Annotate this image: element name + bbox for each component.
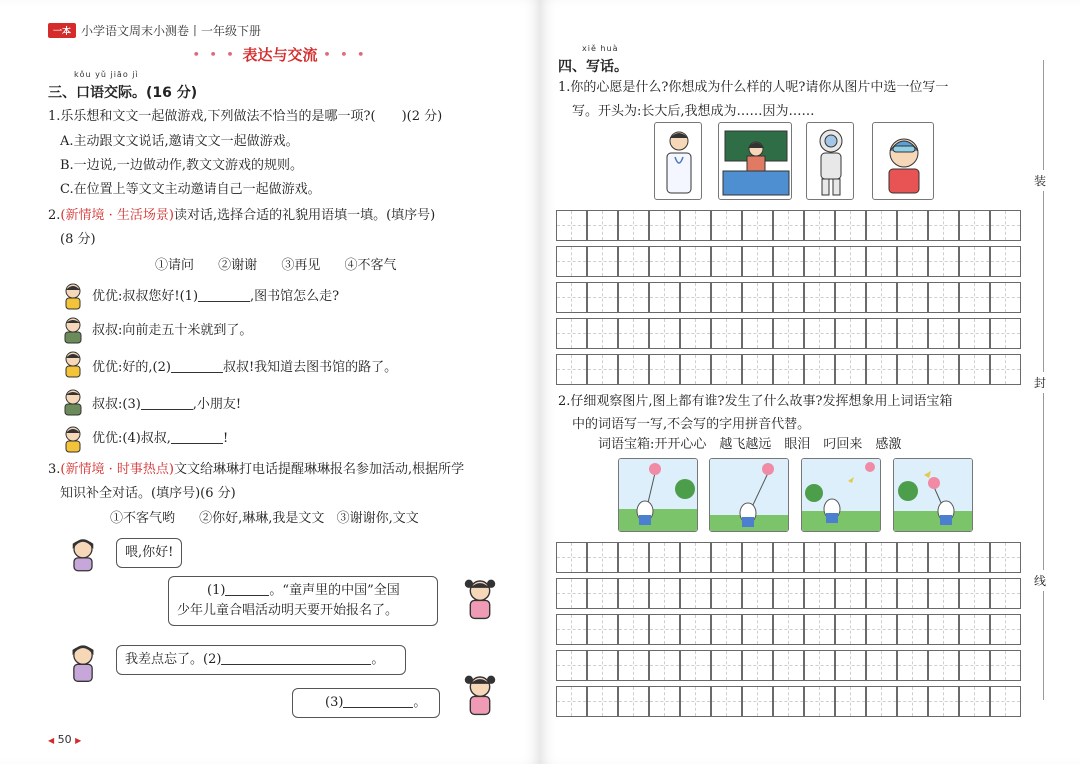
- writing-cell[interactable]: [587, 354, 618, 385]
- writing-cell[interactable]: [866, 686, 897, 717]
- writing-cell[interactable]: [773, 650, 804, 681]
- q3-stem-text: 文文给琳琳打电话提醒琳琳报名参加活动,根据所学: [173, 462, 465, 477]
- series-header: [48, 22, 261, 39]
- writing-cell[interactable]: [866, 210, 897, 241]
- writing-cell[interactable]: [990, 318, 1021, 349]
- writing-cell[interactable]: [618, 578, 649, 609]
- girl-avatar: [60, 350, 86, 378]
- w1-line1: 1.你的心愿是什么?你想成为什么样的人呢?请你从图片中选一位写一: [558, 80, 949, 95]
- writing-cell[interactable]: [742, 318, 773, 349]
- writing-cell[interactable]: [990, 210, 1021, 241]
- writing-cell[interactable]: [804, 614, 835, 645]
- writing-cell[interactable]: [804, 210, 835, 241]
- writing-cell[interactable]: [897, 354, 928, 385]
- writing-cell[interactable]: [742, 246, 773, 277]
- writing-cell[interactable]: [928, 686, 959, 717]
- q1-stem: 1.乐乐想和文文一起做游戏,下列做法不恰当的是哪一项?( )(2 分): [48, 109, 443, 124]
- writing-cell[interactable]: [990, 282, 1021, 313]
- prev-triangle-icon: ◀: [48, 736, 55, 745]
- binding-char-zhuang: 装: [1034, 170, 1046, 191]
- writing-cell[interactable]: [649, 282, 680, 313]
- writing-cell[interactable]: [804, 578, 835, 609]
- dialog-1-post: ,图书馆怎么走?: [250, 289, 340, 304]
- girl-avatar: [60, 425, 86, 453]
- bubble3-post: 。: [371, 652, 385, 667]
- writing-cell[interactable]: [587, 578, 618, 609]
- writing-cell[interactable]: [680, 542, 711, 573]
- answer-blank[interactable]: [141, 397, 193, 410]
- writing-cell[interactable]: [618, 318, 649, 349]
- writing-cell[interactable]: [587, 650, 618, 681]
- linlin-avatar: [462, 576, 498, 622]
- writing-cell[interactable]: [990, 650, 1021, 681]
- title-dots-right: • • •: [323, 48, 368, 61]
- writing-cell[interactable]: [959, 246, 990, 277]
- writing-cell[interactable]: [835, 210, 866, 241]
- writing-cell[interactable]: [990, 614, 1021, 645]
- wenwen-avatar: [66, 640, 100, 686]
- writing-cell[interactable]: [711, 246, 742, 277]
- writing-cell[interactable]: [959, 650, 990, 681]
- writing-cell[interactable]: [618, 686, 649, 717]
- q3-choice-2: ②你好,琳琳,我是文文: [199, 511, 325, 526]
- writing-cell[interactable]: [835, 246, 866, 277]
- writing-cell[interactable]: [742, 614, 773, 645]
- writing-cell[interactable]: [773, 578, 804, 609]
- writing-cell[interactable]: [742, 210, 773, 241]
- writing-cell[interactable]: [649, 578, 680, 609]
- dialog-line-5: [92, 430, 228, 448]
- writing-cell[interactable]: [680, 578, 711, 609]
- writing-cell[interactable]: [804, 354, 835, 385]
- answer-blank[interactable]: [198, 289, 250, 302]
- writing-cell[interactable]: [742, 354, 773, 385]
- writing-cell[interactable]: [649, 542, 680, 573]
- dialog-3-post: 叔叔!我知道去图书馆的路了。: [222, 360, 398, 375]
- bubble4-post: 。: [413, 695, 427, 710]
- story-picture-2: [709, 458, 789, 532]
- writing-cell[interactable]: [866, 354, 897, 385]
- writing-cell[interactable]: [711, 318, 742, 349]
- writing-cell[interactable]: [711, 354, 742, 385]
- writing-cell[interactable]: [680, 246, 711, 277]
- girl-avatar: [60, 282, 86, 310]
- q3-tag: (新情境 · 时事热点): [60, 462, 174, 477]
- writing-cell[interactable]: [711, 282, 742, 313]
- q3-stem-2: 知识补全对话。(填序号)(6 分): [60, 486, 236, 501]
- writing-cell[interactable]: [618, 282, 649, 313]
- writing-cell[interactable]: [959, 210, 990, 241]
- dialog-4-post: ,小朋友!: [192, 397, 242, 412]
- writing-cell[interactable]: [897, 542, 928, 573]
- part3-title: 三、口语交际。(16 分): [48, 85, 198, 101]
- writing-cell[interactable]: [618, 650, 649, 681]
- writing-cell[interactable]: [804, 318, 835, 349]
- bubble4-pre: (3): [325, 695, 344, 710]
- writing-cell[interactable]: [680, 210, 711, 241]
- writing-cell[interactable]: [959, 282, 990, 313]
- writing-cell[interactable]: [804, 686, 835, 717]
- q3-stem: [48, 461, 464, 479]
- writing-cell[interactable]: [928, 578, 959, 609]
- writing-cell[interactable]: [773, 542, 804, 573]
- writing-grid-1[interactable]: [556, 210, 1021, 384]
- page-number: [48, 733, 81, 746]
- writing-cell[interactable]: [556, 210, 587, 241]
- q2-stem: [48, 207, 435, 225]
- writing-cell[interactable]: [587, 210, 618, 241]
- writing-cell[interactable]: [835, 282, 866, 313]
- w1-line2: 写。开头为:长大后,我想成为……因为……: [572, 104, 815, 119]
- writing-cell[interactable]: [618, 542, 649, 573]
- writing-cell[interactable]: [618, 354, 649, 385]
- writing-cell[interactable]: [835, 614, 866, 645]
- answer-blank[interactable]: [171, 431, 223, 444]
- writing-cell[interactable]: [587, 686, 618, 717]
- dialog-5-post: !: [222, 431, 229, 446]
- writing-cell[interactable]: [680, 282, 711, 313]
- dialog-line-4: [92, 396, 241, 414]
- speech-bubble-2: [168, 576, 438, 626]
- word-box: 词语宝箱:开开心心 越飞越远 眼泪 叼回来 感激: [598, 437, 902, 452]
- q2-choice-3: ③再见: [281, 258, 321, 273]
- writing-cell[interactable]: [835, 354, 866, 385]
- writing-cell[interactable]: [556, 650, 587, 681]
- q2-stem-text: 读对话,选择合适的礼貌用语填一填。(填序号): [173, 208, 436, 223]
- part3-pinyin: kǒu yǔ jiāo jì: [74, 70, 139, 79]
- writing-cell[interactable]: [990, 686, 1021, 717]
- writing-cell[interactable]: [680, 318, 711, 349]
- writing-cell[interactable]: [804, 542, 835, 573]
- dialog-2-text: 叔叔:向前走五十米就到了。: [92, 323, 253, 338]
- binding-char-feng: 封: [1034, 372, 1046, 393]
- writing-cell[interactable]: [928, 614, 959, 645]
- speech-bubble-1: 喂,你好!: [116, 538, 182, 568]
- writing-cell[interactable]: [959, 542, 990, 573]
- section-title: [0, 44, 560, 65]
- writing-cell[interactable]: [711, 578, 742, 609]
- writing-cell[interactable]: [649, 246, 680, 277]
- writing-cell[interactable]: [680, 614, 711, 645]
- writing-cell[interactable]: [835, 542, 866, 573]
- writing-cell[interactable]: [556, 542, 587, 573]
- writing-cell[interactable]: [928, 650, 959, 681]
- writing-cell[interactable]: [742, 686, 773, 717]
- speech-bubble-3: [116, 645, 406, 675]
- writing-cell[interactable]: [649, 614, 680, 645]
- writing-cell[interactable]: [959, 318, 990, 349]
- writing-cell[interactable]: [711, 614, 742, 645]
- q1-option-a: A.主动跟文文说话,邀请文文一起做游戏。: [60, 134, 299, 149]
- bubble3-pre: 我差点忘了。(2): [125, 652, 222, 667]
- next-triangle-icon: ▶: [75, 736, 82, 745]
- q3-choice-1: ①不客气哟: [110, 511, 176, 526]
- writing-cell[interactable]: [804, 650, 835, 681]
- astronaut-picture: [806, 122, 854, 200]
- writing-cell[interactable]: [711, 686, 742, 717]
- dialog-line-1: [92, 288, 339, 306]
- writing-cell[interactable]: [866, 246, 897, 277]
- series-title: 小学语文周末小测卷丨一年级下册: [81, 24, 262, 38]
- q3-choice-3: ③谢谢你,文文: [336, 511, 419, 526]
- writing-cell[interactable]: [711, 650, 742, 681]
- man-avatar: [60, 388, 86, 416]
- answer-blank[interactable]: [343, 695, 413, 708]
- writing-cell[interactable]: [897, 578, 928, 609]
- dialog-line-3: [92, 359, 397, 377]
- q2-number: 2.: [48, 208, 61, 223]
- writing-cell[interactable]: [556, 686, 587, 717]
- section-title-text: 表达与交流: [242, 46, 318, 64]
- dialog-line-2: [92, 322, 252, 340]
- q2-score: (8 分): [60, 232, 96, 247]
- writing-grid-2[interactable]: [556, 542, 1021, 716]
- story-picture-3: [801, 458, 881, 532]
- writing-cell[interactable]: [928, 282, 959, 313]
- writing-cell[interactable]: [587, 282, 618, 313]
- writing-cell[interactable]: [587, 542, 618, 573]
- writing-cell[interactable]: [928, 318, 959, 349]
- q1-option-c: C.在位置上等文文主动邀请自己一起做游戏。: [60, 182, 321, 197]
- dialog-5-pre: 优优:(4)叔叔,: [92, 431, 171, 446]
- writing-cell[interactable]: [866, 578, 897, 609]
- writing-cell[interactable]: [959, 686, 990, 717]
- story-picture-4: [893, 458, 973, 532]
- writing-cell[interactable]: [556, 246, 587, 277]
- writing-cell[interactable]: [959, 354, 990, 385]
- writing-cell[interactable]: [897, 210, 928, 241]
- writing-cell[interactable]: [990, 354, 1021, 385]
- writing-cell[interactable]: [680, 650, 711, 681]
- part4-title: 四、写话。: [558, 59, 628, 75]
- writing-cell[interactable]: [711, 210, 742, 241]
- speech-bubble-4: [292, 688, 440, 718]
- dialog-1-pre: 优优:叔叔您好!(1): [92, 289, 199, 304]
- writing-cell[interactable]: [928, 210, 959, 241]
- writing-cell[interactable]: [928, 542, 959, 573]
- writing-cell[interactable]: [773, 210, 804, 241]
- writing-cell[interactable]: [618, 246, 649, 277]
- q3-choices: [110, 510, 419, 528]
- answer-blank[interactable]: [171, 360, 223, 373]
- writing-cell[interactable]: [587, 318, 618, 349]
- q2-tag: (新情境 · 生活场景): [60, 208, 174, 223]
- w2-line2: 中的词语写一写,不会写的字用拼音代替。: [572, 417, 811, 432]
- linlin-avatar: [462, 672, 498, 718]
- writing-cell[interactable]: [618, 210, 649, 241]
- writing-cell[interactable]: [990, 246, 1021, 277]
- writing-cell[interactable]: [742, 578, 773, 609]
- bubble2-pre: (1): [207, 583, 226, 598]
- q1-option-b: B.一边说,一边做动作,教文文游戏的规则。: [60, 158, 303, 173]
- writing-cell[interactable]: [618, 614, 649, 645]
- writing-cell[interactable]: [587, 246, 618, 277]
- page-number-text: 50: [57, 733, 72, 746]
- writing-cell[interactable]: [773, 282, 804, 313]
- writing-cell[interactable]: [773, 318, 804, 349]
- w2-line1: 2.仔细观察图片,图上都有谁?发生了什么故事?发挥想象用上词语宝箱: [558, 394, 953, 409]
- writing-cell[interactable]: [897, 282, 928, 313]
- q2-choice-4: ④不客气: [344, 258, 397, 273]
- writing-cell[interactable]: [742, 650, 773, 681]
- writing-cell[interactable]: [866, 542, 897, 573]
- q2-choice-2: ②谢谢: [218, 258, 258, 273]
- writing-cell[interactable]: [990, 578, 1021, 609]
- story-picture-1: [618, 458, 698, 532]
- writing-cell[interactable]: [649, 354, 680, 385]
- writing-cell[interactable]: [711, 542, 742, 573]
- doctor-picture: [654, 122, 702, 200]
- brand-logo: 一本: [48, 23, 76, 38]
- man-avatar: [60, 316, 86, 344]
- title-dots-left: • • •: [192, 48, 237, 61]
- dialog-4-pre: 叔叔:(3): [92, 397, 141, 412]
- writing-cell[interactable]: [556, 318, 587, 349]
- writing-cell[interactable]: [649, 650, 680, 681]
- q2-choice-1: ①请问: [155, 258, 195, 273]
- writing-cell[interactable]: [928, 354, 959, 385]
- writing-cell[interactable]: [959, 578, 990, 609]
- writing-cell[interactable]: [835, 578, 866, 609]
- writing-cell[interactable]: [649, 210, 680, 241]
- writing-cell[interactable]: [773, 686, 804, 717]
- writing-cell[interactable]: [897, 246, 928, 277]
- writing-cell[interactable]: [990, 542, 1021, 573]
- writing-cell[interactable]: [866, 282, 897, 313]
- q3-number: 3.: [48, 462, 61, 477]
- writing-cell[interactable]: [835, 318, 866, 349]
- wenwen-avatar: [66, 536, 100, 572]
- writing-cell[interactable]: [742, 542, 773, 573]
- writing-cell[interactable]: [835, 650, 866, 681]
- answer-blank[interactable]: [225, 583, 269, 596]
- writing-cell[interactable]: [804, 246, 835, 277]
- swimmer-picture: [872, 122, 934, 200]
- writing-cell[interactable]: [897, 650, 928, 681]
- binding-char-xian: 线: [1034, 570, 1046, 591]
- writing-cell[interactable]: [866, 650, 897, 681]
- teacher-picture: [718, 122, 792, 200]
- writing-cell[interactable]: [773, 246, 804, 277]
- writing-cell[interactable]: [835, 686, 866, 717]
- writing-cell[interactable]: [556, 282, 587, 313]
- q2-choices: [155, 257, 396, 275]
- writing-cell[interactable]: [897, 686, 928, 717]
- writing-cell[interactable]: [556, 614, 587, 645]
- writing-cell[interactable]: [959, 614, 990, 645]
- writing-cell[interactable]: [897, 614, 928, 645]
- writing-cell[interactable]: [680, 686, 711, 717]
- writing-cell[interactable]: [742, 282, 773, 313]
- writing-cell[interactable]: [649, 686, 680, 717]
- writing-cell[interactable]: [866, 318, 897, 349]
- writing-cell[interactable]: [556, 578, 587, 609]
- writing-cell[interactable]: [773, 354, 804, 385]
- writing-cell[interactable]: [928, 246, 959, 277]
- dialog-3-pre: 优优:好的,(2): [92, 360, 171, 375]
- writing-cell[interactable]: [587, 614, 618, 645]
- writing-cell[interactable]: [897, 318, 928, 349]
- writing-cell[interactable]: [680, 354, 711, 385]
- writing-cell[interactable]: [866, 614, 897, 645]
- writing-cell[interactable]: [804, 282, 835, 313]
- answer-blank[interactable]: [221, 652, 371, 665]
- bubble2-line2: 少年儿童合唱活动明天要开始报名了。: [177, 603, 399, 618]
- writing-cell[interactable]: [556, 354, 587, 385]
- part4-pinyin: xiě huà: [582, 44, 619, 53]
- writing-cell[interactable]: [773, 614, 804, 645]
- bubble2-post: 。“童声里的中国”全国: [269, 583, 400, 598]
- writing-cell[interactable]: [649, 318, 680, 349]
